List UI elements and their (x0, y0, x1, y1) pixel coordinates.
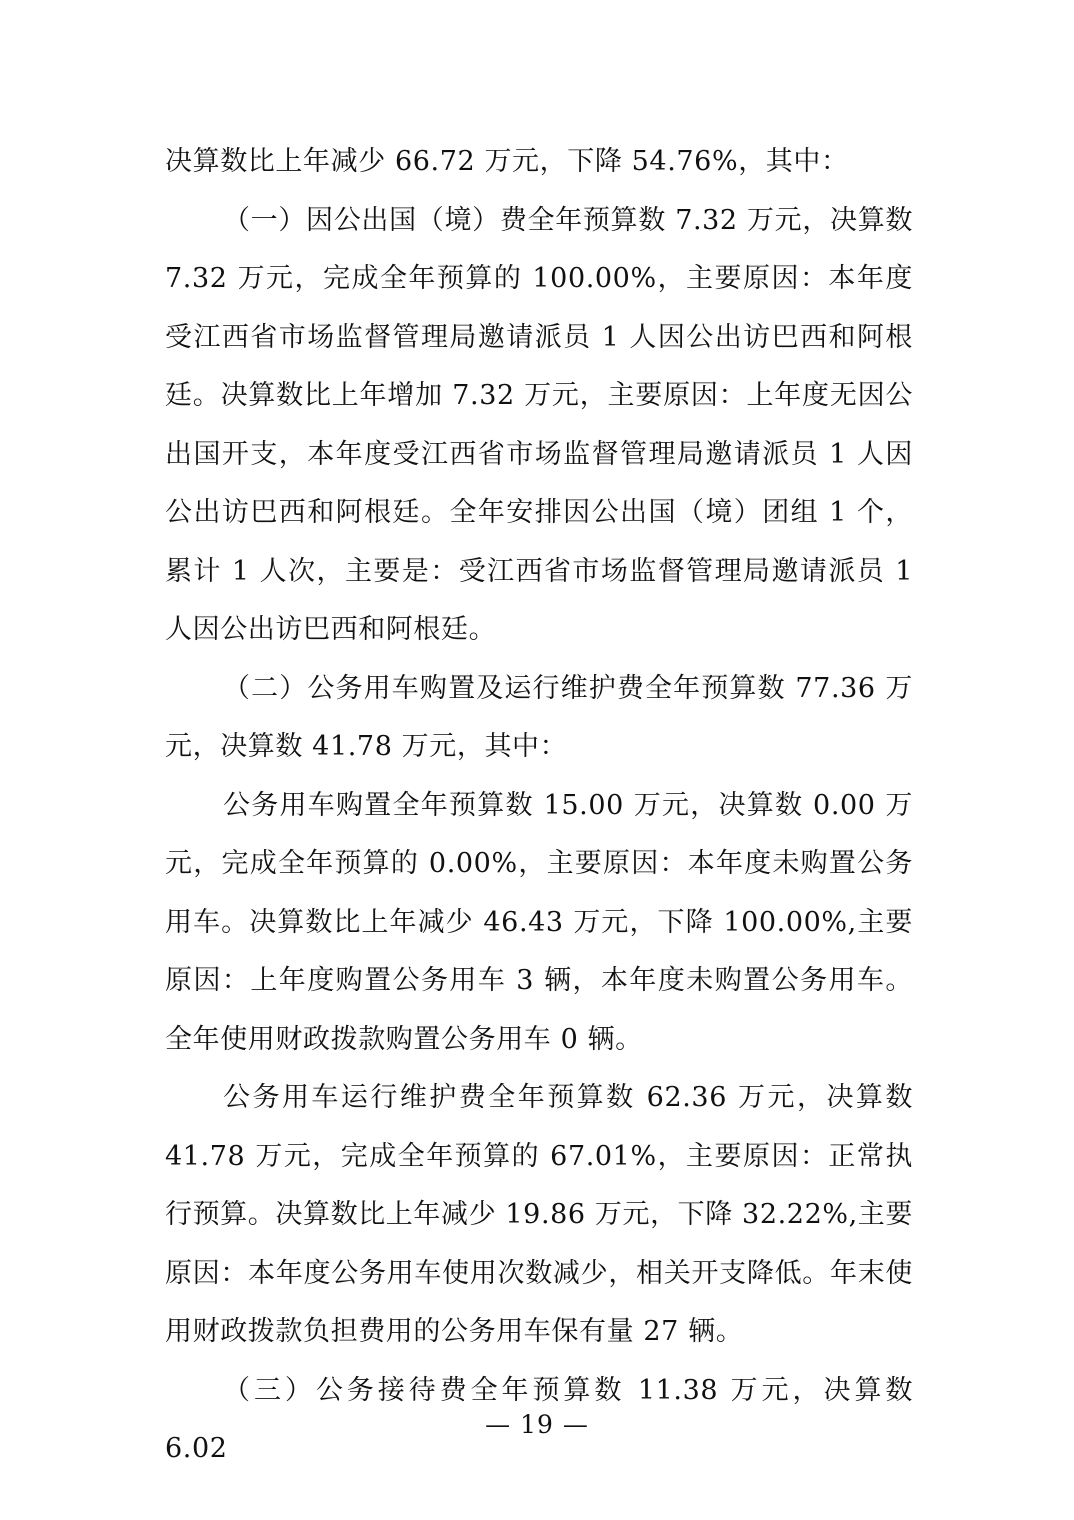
page-number: — 19 — (485, 1410, 589, 1439)
paragraph-vehicle-summary: （二）公务用车购置及运行维护费全年预算数 77.36 万元，决算数 41.78 万元，其中： (165, 672, 913, 762)
paragraph-reception: （三）公务接待费全年预算数 11.38 万元，决算数 6.02 (165, 1374, 913, 1464)
paragraph-vehicle-purchase: 公务用车购置全年预算数 15.00 万元，决算数 0.00 万元，完成全年预算的 0.00%，主要原因：本年度未购置公务用车。决算数比上年减少 46.43 万元，下降 100.00%,主要原因：上年度购置公务用车 3 辆，本年度未购置公务用车。全年使用财政拨款购置公务用车 0 辆。 (165, 789, 913, 1055)
body-text (165, 133, 913, 1479)
paragraph-continuation: 决算数比上年减少 66.72 万元，下降 54.76%，其中： (165, 146, 849, 177)
paragraph-overseas-travel: （一）因公出国（境）费全年预算数 7.32 万元，决算数 7.32 万元，完成全年预算的 100.00%，主要原因：本年度受江西省市场监督管理局邀请派员 1 人因公出访巴西和阿根廷。决算数比上年增加 7.32 万元，主要原因：上年度无因公出国开支，本年度受江西省市场监督管理局邀请派员 1 人因公出访巴西和阿根廷。全年安排因公出国（境）团组 1 个，累计 1 人次，主要是：受江西省市场监督管理局邀请派员 1 人因公出访巴西和阿根廷。 (165, 204, 913, 645)
paragraph-vehicle-maintenance: 公务用车运行维护费全年预算数 62.36 万元，决算数 41.78 万元，完成全年预算的 67.01%，主要原因：正常执行预算。决算数比上年减少 19.86 万元，下降 32.22%,主要原因：本年度公务用车使用次数减少，相关开支降低。年末使用财政拨款负担费用的公务用车保有量 27 辆。 (165, 1082, 913, 1347)
